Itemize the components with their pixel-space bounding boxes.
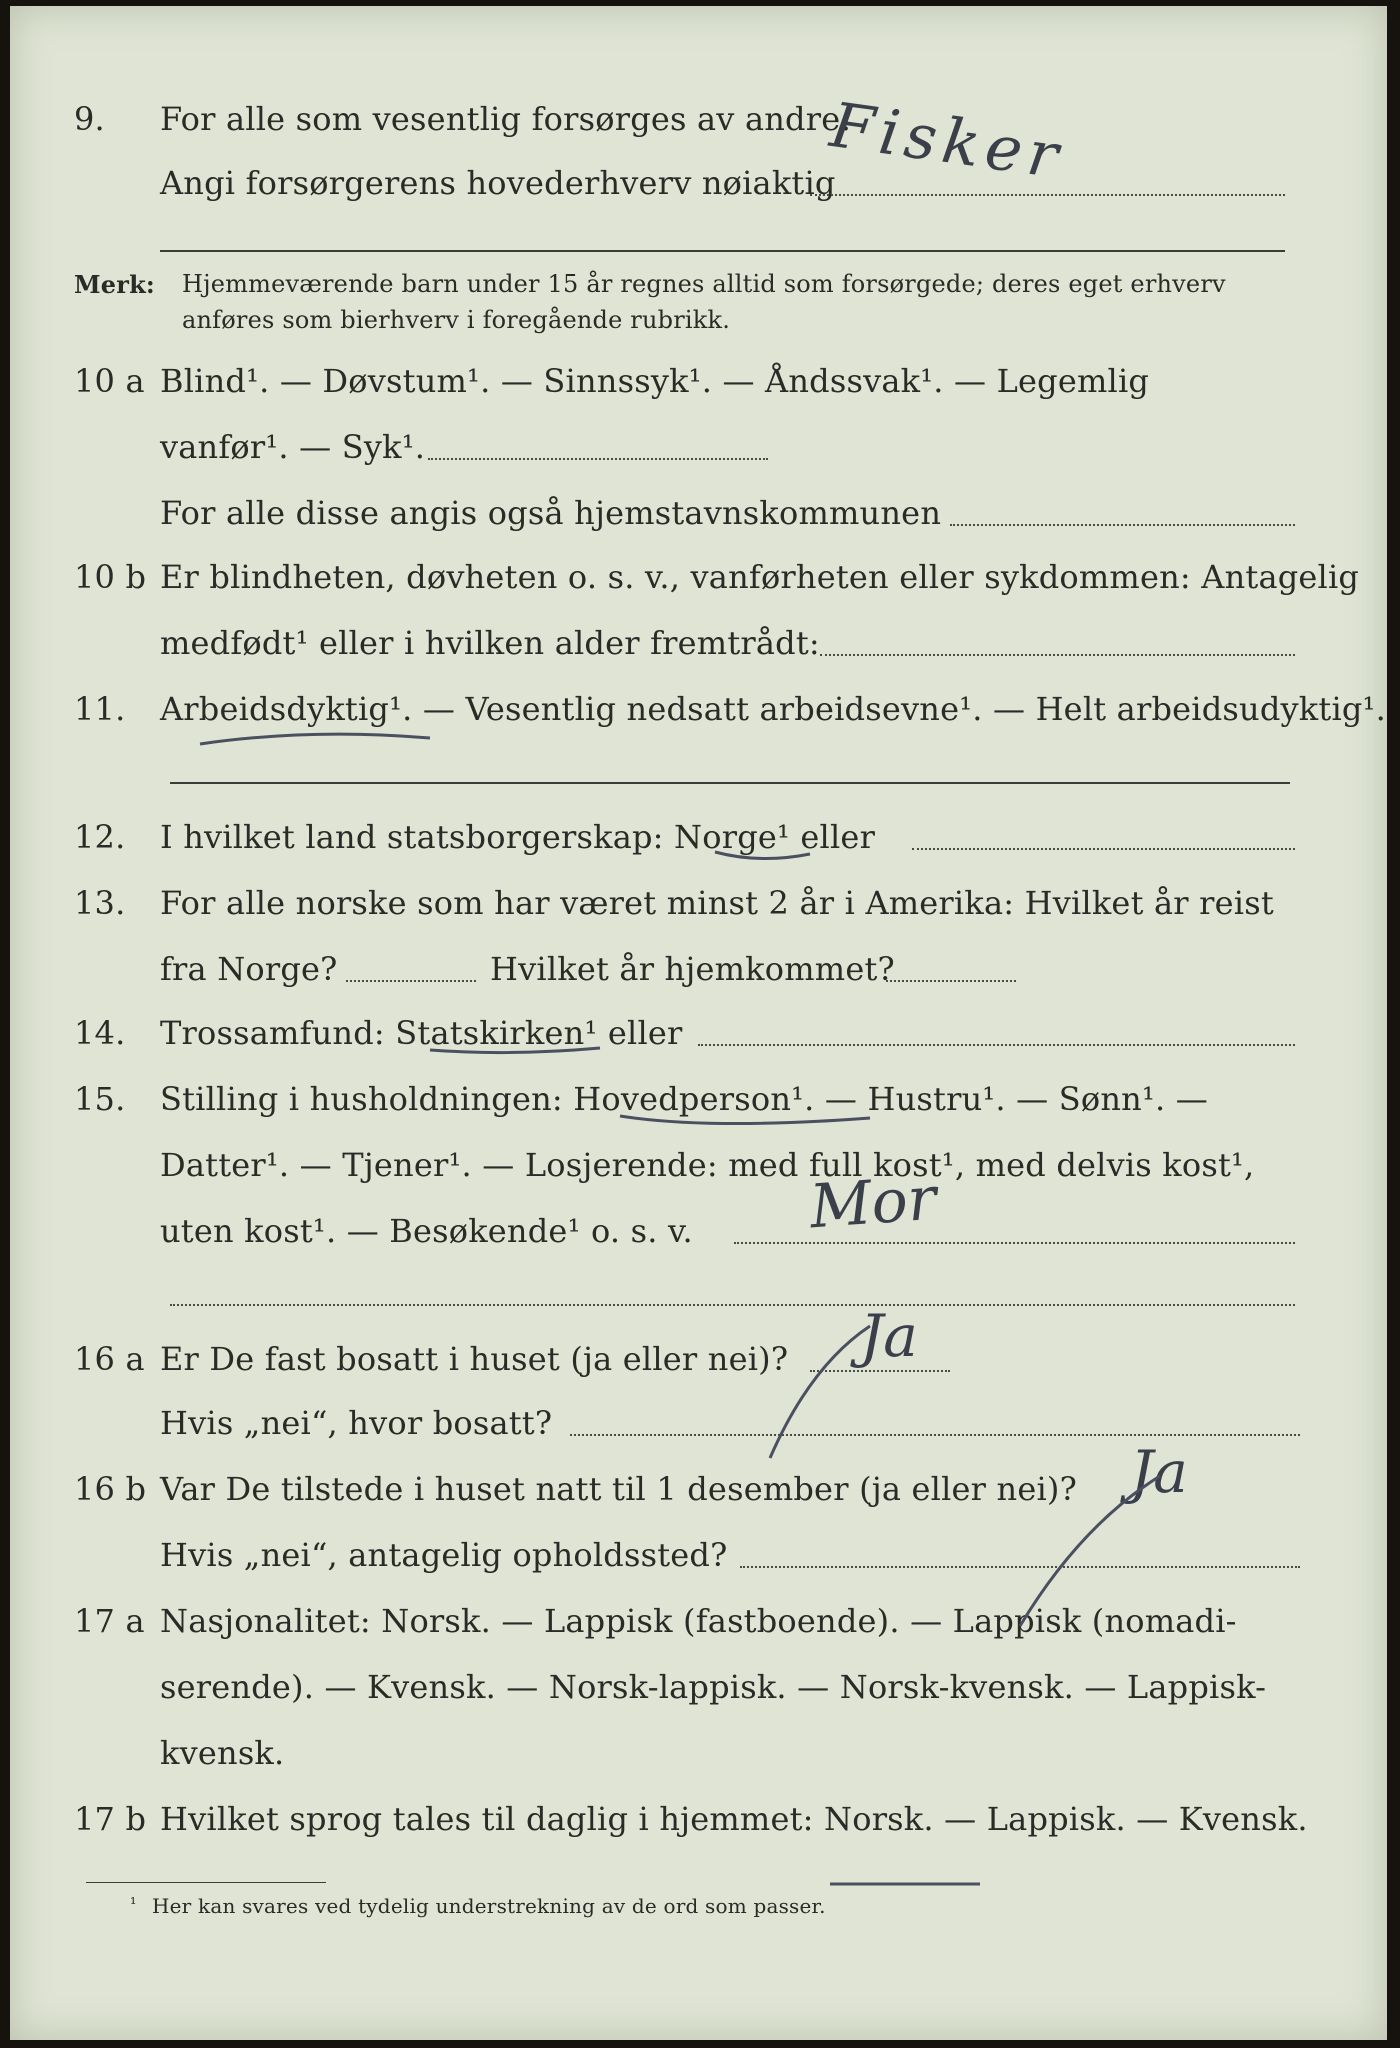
q15-number: 15.	[74, 1080, 126, 1118]
q13-text-2b: Hvilket år hjemkommet?	[490, 950, 895, 988]
merk-label: Merk:	[74, 270, 155, 299]
q15-text-3: uten kost¹. — Besøkende¹ o. s. v.	[160, 1212, 693, 1250]
q9-handwritten-answer: Fisker	[826, 88, 1069, 193]
q9-number: 9.	[74, 100, 105, 138]
footnote-text: Her kan svares ved tydelig understrekning av de ord som passer.	[152, 1894, 826, 1918]
q16b-text-1: Var De tilstede i huset natt til 1 desember (ja eller nei)?	[160, 1470, 1077, 1508]
q14-number: 14.	[74, 1014, 126, 1052]
q10a-text-3: For alle disse angis også hjemstavnskommunen	[160, 494, 942, 532]
q17b-number: 17 b	[74, 1800, 147, 1838]
q12-number: 12.	[74, 818, 126, 856]
q17a-text-2: serende). — Kvensk. — Norsk-lappisk. — Norsk-kvensk. — Lappisk-	[160, 1668, 1267, 1706]
q15-text-1: Stilling i husholdningen: Hovedperson¹. — Hustru¹. — Sønn¹. —	[160, 1080, 1208, 1118]
q16b-text-2: Hvis „nei“, antagelig opholdssted?	[160, 1536, 728, 1574]
q10b-text-2: medfødt¹ eller i hvilken alder fremtrådt:	[160, 624, 820, 662]
q9-text-1: For alle som vesentlig forsørges av andre:	[160, 100, 852, 138]
q11-underline-mark	[200, 734, 430, 744]
q16a-stroke-mark	[770, 1326, 870, 1458]
q10a-text-2: vanfør¹. — Syk¹.	[160, 428, 426, 466]
merk-text-1: Hjemmeværende barn under 15 år regnes alltid som forsørgede; deres eget erhverv	[182, 270, 1226, 298]
q11-number: 11.	[74, 690, 126, 728]
q16b-number: 16 b	[74, 1470, 147, 1508]
q11-text-1: Arbeidsdyktig¹. — Vesentlig nedsatt arbeidsevne¹. — Helt arbeidsudyktig¹.	[160, 690, 1386, 728]
q17a-text-1: Nasjonalitet: Norsk. — Lappisk (fastboende). — Lappisk (nomadi-	[160, 1602, 1237, 1640]
q16a-number: 16 a	[74, 1340, 145, 1378]
q12-text-1: I hvilket land statsborgerskap: Norge¹ eller	[160, 818, 876, 856]
q15-handwritten-answer: Mor	[807, 1163, 939, 1243]
q16a-text-2: Hvis „nei“, hvor bosatt?	[160, 1404, 553, 1442]
pencil-marks	[10, 6, 1387, 2040]
q14-text-1: Trossamfund: Statskirken¹ eller	[160, 1014, 683, 1052]
q15-text-2: Datter¹. — Tjener¹. — Losjerende: med full kost¹, med delvis kost¹,	[160, 1146, 1255, 1184]
q13-text-2a: fra Norge?	[160, 950, 338, 988]
q13-text-1: For alle norske som har været minst 2 år i Amerika: Hvilket år reist	[160, 884, 1274, 922]
q15-underline-mark	[620, 1116, 870, 1124]
q10a-text-1: Blind¹. — Døvstum¹. — Sinnssyk¹. — Åndssvak¹. — Legemlig	[160, 362, 1150, 400]
q10b-text-1: Er blindheten, døvheten o. s. v., vanførheten eller sykdommen: Antagelig	[160, 558, 1360, 596]
q16b-stroke-mark	[1020, 1476, 1160, 1626]
q9-text-2: Angi forsørgerens hovederhverv nøiaktig	[160, 164, 836, 202]
q14-underline-mark	[430, 1048, 600, 1053]
census-form-page	[10, 6, 1387, 2040]
q12-underline-mark	[715, 852, 810, 859]
q16a-handwritten-answer: Ja	[860, 1302, 918, 1370]
q17a-number: 17 a	[74, 1602, 145, 1640]
q16b-handwritten-answer: Ja	[1130, 1438, 1188, 1506]
q16a-text-1: Er De fast bosatt i huset (ja eller nei)?	[160, 1340, 789, 1378]
q17b-text-1: Hvilket sprog tales til daglig i hjemmet: Norsk. — Lappisk. — Kvensk.	[160, 1800, 1308, 1838]
q10b-number: 10 b	[74, 558, 147, 596]
q13-number: 13.	[74, 884, 126, 922]
footnote-mark: ¹	[130, 1894, 137, 1913]
merk-text-2: anføres som bierhverv i foregående rubrikk.	[182, 306, 731, 334]
q10a-number: 10 a	[74, 362, 145, 400]
q17a-text-3: kvensk.	[160, 1734, 285, 1772]
